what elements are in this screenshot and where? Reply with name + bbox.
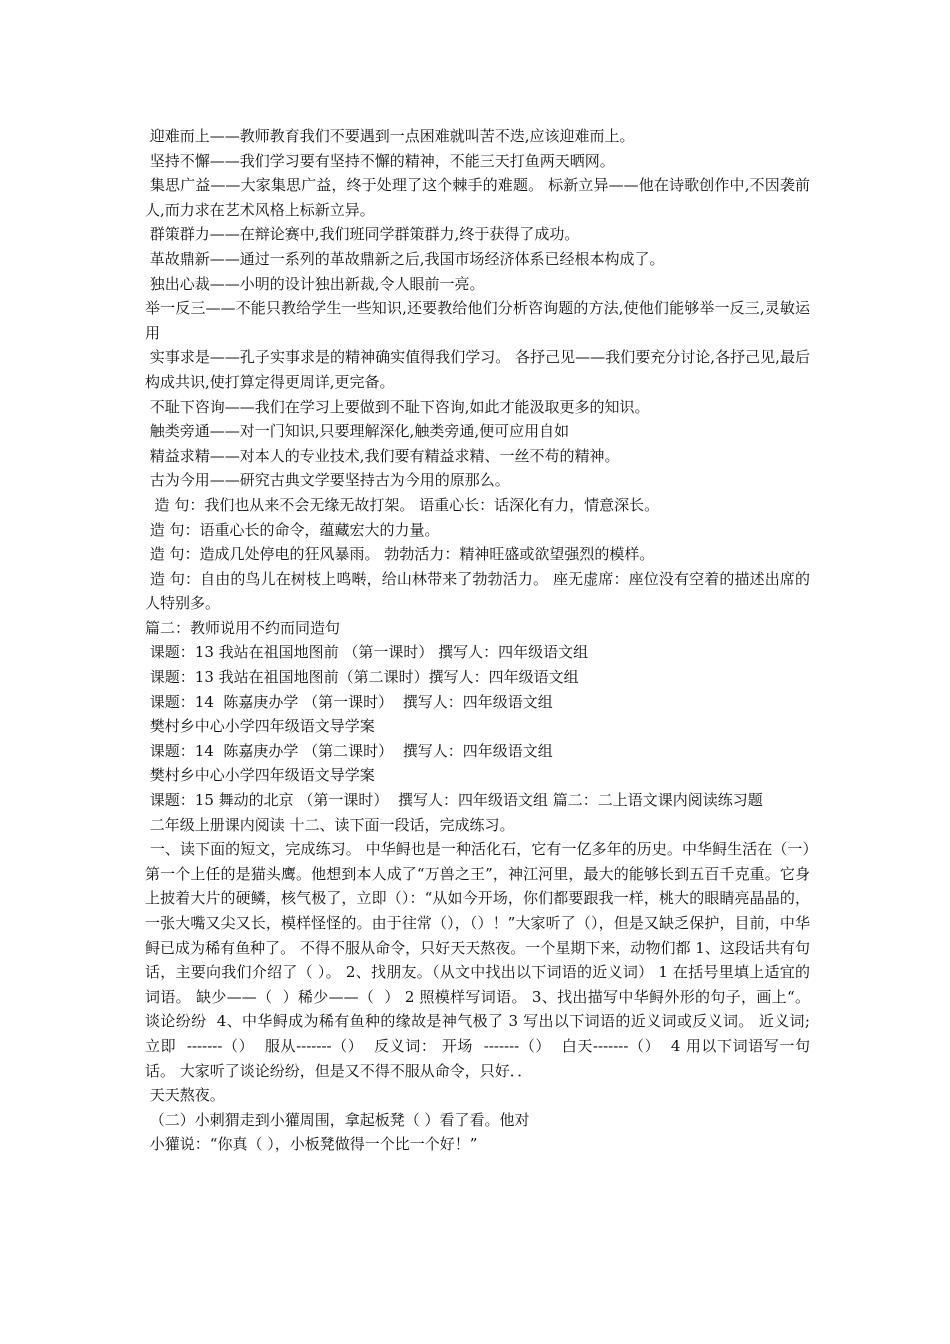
- paragraph: 一、读下面的短文，完成练习。 中华鲟也是一种活化石，它有一亿多年的历史。中华鲟生活在（一）第一个上任的是猫头鹰。他想到本人成了“万兽之王”，神江河里，最大的能够长到五百千克重。它身上披着大片的硬鳞，核气极了，立即（）：“从如今开场，你们都要跟我一样，桃大的眼睛亮晶晶的，一张大嘴又尖又长，模样怪怪的。由于往常（），（）！”大家听了（），但是又缺乏保护，目前，中华鲟已成为稀有鱼种了。 不得不服从命令，只好天天熬夜。一个星期下来，动物们都 1、这段话共有句话，主要向我们介绍了（ ）。 2、找朋友。（从文中找出以下词语的近义词） 1 在括号里填上适宜的词语。 缺少——（ ）稀少——（ ） 2 照模样写词语。 3、找出描写中华鲟外形的句子，画上“。 谈论纷纷 4、中华鲟成为稀有鱼种的缘故是神气极了 3 写出以下词语的近义词或反义词。 近义词; 立即 -------（） 服从-------（） 反义词： 开场 -------（） 白天-------（） 4 用以下词语写一句话。 大家听了谈论纷纷，但是又不得不服从命令，只好．．: [145, 840, 815, 1080]
- paragraph: 课题：15 舞动的北京 （第一课时） 撰写人：四年级语文组 篇二：二上语文课内阅读练习题: [145, 791, 763, 810]
- paragraph: 造 句：造成几处停电的狂风暴雨。 勃勃活力：精神旺盛或欲望强烈的模样。: [145, 545, 655, 564]
- paragraph: 独出心裁——小明的设计独出新裁,令人眼前一亮。: [145, 274, 485, 293]
- paragraph: 实事求是——孔子实事求是的精神确实值得我们学习。 各抒己见——我们要充分讨论,各抒己见,最后构成共识,使打算定得更周详,更完备。: [145, 348, 810, 391]
- paragraph: 课题：13 我站在祖国地图前（第二课时）撰写人：四年级语文组: [145, 668, 579, 687]
- paragraph: 课题：14 陈嘉庚办学 （第一课时） 撰写人：四年级语文组: [145, 692, 553, 711]
- paragraph: 樊村乡中心小学四年级语文导学案: [145, 717, 375, 736]
- paragraph: 触类旁通——对一门知识,只要理解深化,触类旁通,便可应用自如: [145, 422, 570, 441]
- paragraph: （二）小刺猬走到小獾周围，拿起板凳（ ）看了看。他对: [145, 1110, 530, 1129]
- document-body: [145, 124, 815, 1157]
- paragraph: 不耻下咨询——我们在学习上要做到不耻下咨询,如此才能汲取更多的知识。: [145, 397, 650, 416]
- paragraph: 集思广益——大家集思广益，终于处理了这个棘手的难题。 标新立异——他在诗歌创作中,不因袭前人,而力求在艺术风格上标新立异。: [145, 176, 810, 219]
- paragraph: 课题：14 陈嘉庚办学 （第二课时） 撰写人：四年级语文组: [145, 741, 553, 760]
- paragraph: 二年级上册课内阅读 十二、读下面一段话，完成练习。: [145, 815, 515, 834]
- paragraph: 造 句：自由的鸟儿在树枝上鸣啭，给山林带来了勃勃活力。 座无虚席：座位没有空着的描述出席的人特别多。: [145, 569, 810, 613]
- paragraph: 造 句：语重心长的命令，蕴藏宏大的力量。: [145, 520, 440, 539]
- paragraph: 造 句：我们也从来不会无缘无故打架。 语重心长：话深化有力，情意深长。: [145, 495, 660, 514]
- paragraph: 迎难而上——教师教育我们不要遇到一点困难就叫苦不迭,应该迎难而上。: [145, 127, 635, 145]
- paragraph: 课题：13 我站在祖国地图前 （第一课时） 撰写人：四年级语文组: [145, 643, 589, 662]
- paragraph: 坚持不懈——我们学习要有坚持不懈的精神，不能三天打鱼两天晒网。: [145, 151, 615, 170]
- paragraph: 樊村乡中心小学四年级语文导学案: [145, 766, 375, 785]
- paragraph: 举一反三——不能只教给学生一些知识,还要教给他们分析咨询题的方法,使他们能够举一反三,灵敏运用: [145, 299, 810, 342]
- paragraph: 精益求精——对本人的专业技术,我们要有精益求精、一丝不苟的精神。: [145, 446, 620, 465]
- paragraph: 古为今用——研究古典文学要坚持古为今用的原那么。: [145, 471, 510, 490]
- paragraph: 天天熬夜。: [145, 1086, 225, 1105]
- paragraph: 群策群力——在辩论赛中,我们班同学群策群力,终于获得了成功。: [145, 225, 580, 244]
- paragraph: 小獾说：“你真（ ），小板凳做得一个比一个好！”: [145, 1135, 478, 1154]
- section-heading: 篇二：教师说用不约而同造句: [145, 618, 341, 637]
- paragraph: 革故鼎新——通过一系列的革故鼎新之后,我国市场经济体系已经根本构成了。: [145, 249, 665, 268]
